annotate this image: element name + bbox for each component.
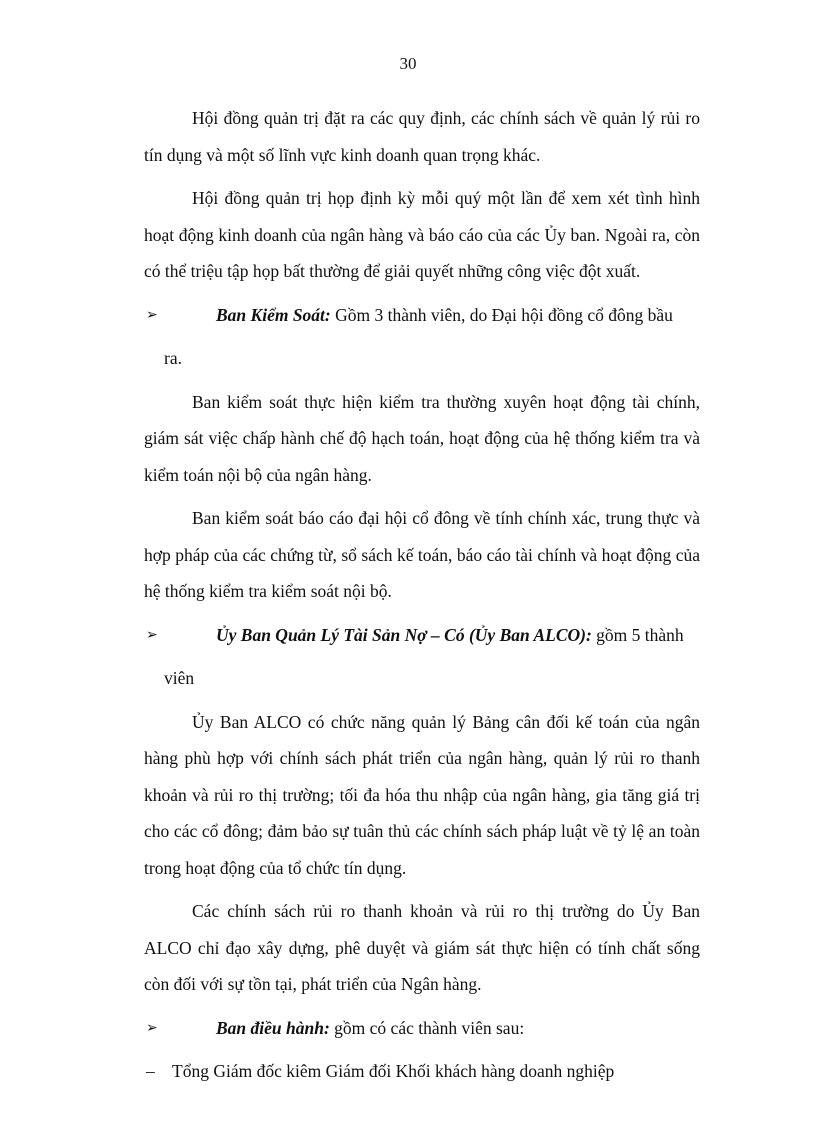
bullet-title: Ban điều hành:: [216, 1017, 330, 1038]
paragraph: Hội đồng quản trị họp định kỳ mỗi quý một lần để xem xét tình hình hoạt động kinh doanh của ngân hàng và báo cáo của các Ủy ban. Ngoài ra, còn có thể triệu tập họp bất thường để giải quyết những công việc đột xuất.: [144, 188, 700, 281]
paragraph: Ban kiểm soát báo cáo đại hội cổ đông về tính chính xác, trung thực và hợp pháp của các chứng từ, sổ sách kế toán, báo cáo tài chính và hoạt động của hệ thống kiểm tra kiểm soát nội bộ.: [144, 508, 700, 601]
arrow-bullet-icon: ➢: [146, 306, 158, 323]
bullet-text: gồm có các thành viên sau:: [329, 1017, 525, 1038]
bullet-continuation: viên: [164, 668, 195, 688]
paragraph: Các chính sách rủi ro thanh khoản và rủi ro thị trường do Ủy Ban ALCO chỉ đạo xây dựng, phê duyệt và giám sát thực hiện có tính chất sống còn đối với sự tồn tại, phát triển của Ngân hàng.: [144, 901, 700, 994]
bullet-item-ban-kiem-soat: [144, 297, 700, 334]
bullet-text: Gồm 3 thành viên, do Đại hội đồng cổ đông bầu: [330, 304, 673, 325]
bullet-title: Ủy Ban Quản Lý Tài Sản Nợ – Có (Ủy Ban ALCO):: [216, 624, 592, 645]
dash-list-item: [144, 1053, 700, 1090]
arrow-bullet-icon: ➢: [146, 1019, 158, 1036]
paragraph: Ủy Ban ALCO có chức năng quản lý Bảng cân đối kế toán của ngân hàng phù hợp với chính sách phát triển của ngân hàng, quản lý rủi ro thanh khoản và rủi ro thị trường; tối đa hóa thu nhập của ngân hàng, gia tăng giá trị cho các cổ đông; đảm bảo sự tuân thủ các chính sách pháp luật về tỷ lệ an toàn trong hoạt động của tổ chức tín dụng.: [144, 711, 700, 878]
bullet-text: gồm 5 thành: [591, 624, 684, 645]
bullet-title: Ban Kiểm Soát:: [216, 304, 331, 325]
page-number: 30: [399, 54, 417, 73]
document-body: [144, 100, 700, 1090]
arrow-bullet-icon: ➢: [146, 626, 158, 643]
paragraph: Ban kiểm soát thực hiện kiểm tra thường xuyên hoạt động tài chính, giám sát việc chấp hành chế độ hạch toán, hoạt động của hệ thống kiểm tra và kiểm toán nội bộ của ngân hàng.: [144, 391, 700, 485]
dash-bullet-icon: –: [146, 1061, 155, 1081]
dash-item-text: Tổng Giám đốc kiêm Giám đối Khối khách hàng doanh nghiệp: [172, 1061, 615, 1081]
bullet-item-uy-ban-alco: [144, 617, 700, 654]
bullet-item-ban-dieu-hanh: [144, 1010, 700, 1047]
paragraph: Hội đồng quản trị đặt ra các quy định, các chính sách về quản lý rủi ro tín dụng và một số lĩnh vực kinh doanh quan trọng khác.: [144, 108, 700, 165]
bullet-continuation: ra.: [164, 348, 182, 368]
